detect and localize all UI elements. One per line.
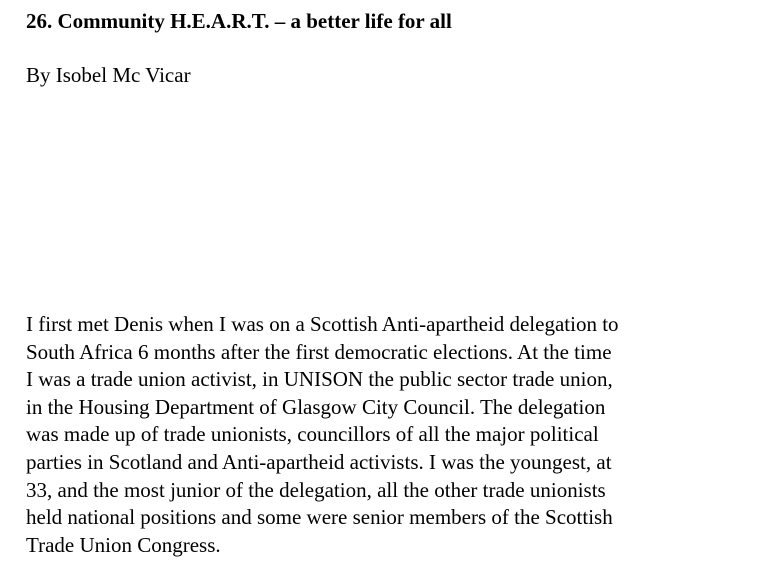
author-byline: By Isobel Mc Vicar	[26, 63, 191, 87]
paragraph-line: South Africa 6 months after the first democratic elections. At the time	[26, 339, 612, 364]
paragraph-line: 33, and the most junior of the delegation, all the other trade unionists	[26, 477, 606, 502]
paragraph-line: I was a trade union activist, in UNISON the public sector trade union,	[26, 367, 613, 392]
chapter-title: 26. Community H.E.A.R.T. – a better life for all	[26, 9, 452, 33]
paragraph-line: I first met Denis when I was on a Scottish Anti-apartheid delegation to	[26, 312, 619, 336]
paragraph-line: parties in Scotland and Anti-apartheid activists. I was the youngest, at	[26, 449, 612, 474]
paragraph-line: held national positions and some were senior members of the Scottish	[26, 505, 613, 530]
paragraph-line: was made up of trade unionists, councillors of all the major political	[26, 422, 599, 447]
paragraph-line: Trade Union Congress.	[26, 532, 221, 557]
body-paragraph	[26, 311, 716, 559]
paragraph-line: in the Housing Department of Glasgow City Council. The delegation	[26, 394, 606, 419]
